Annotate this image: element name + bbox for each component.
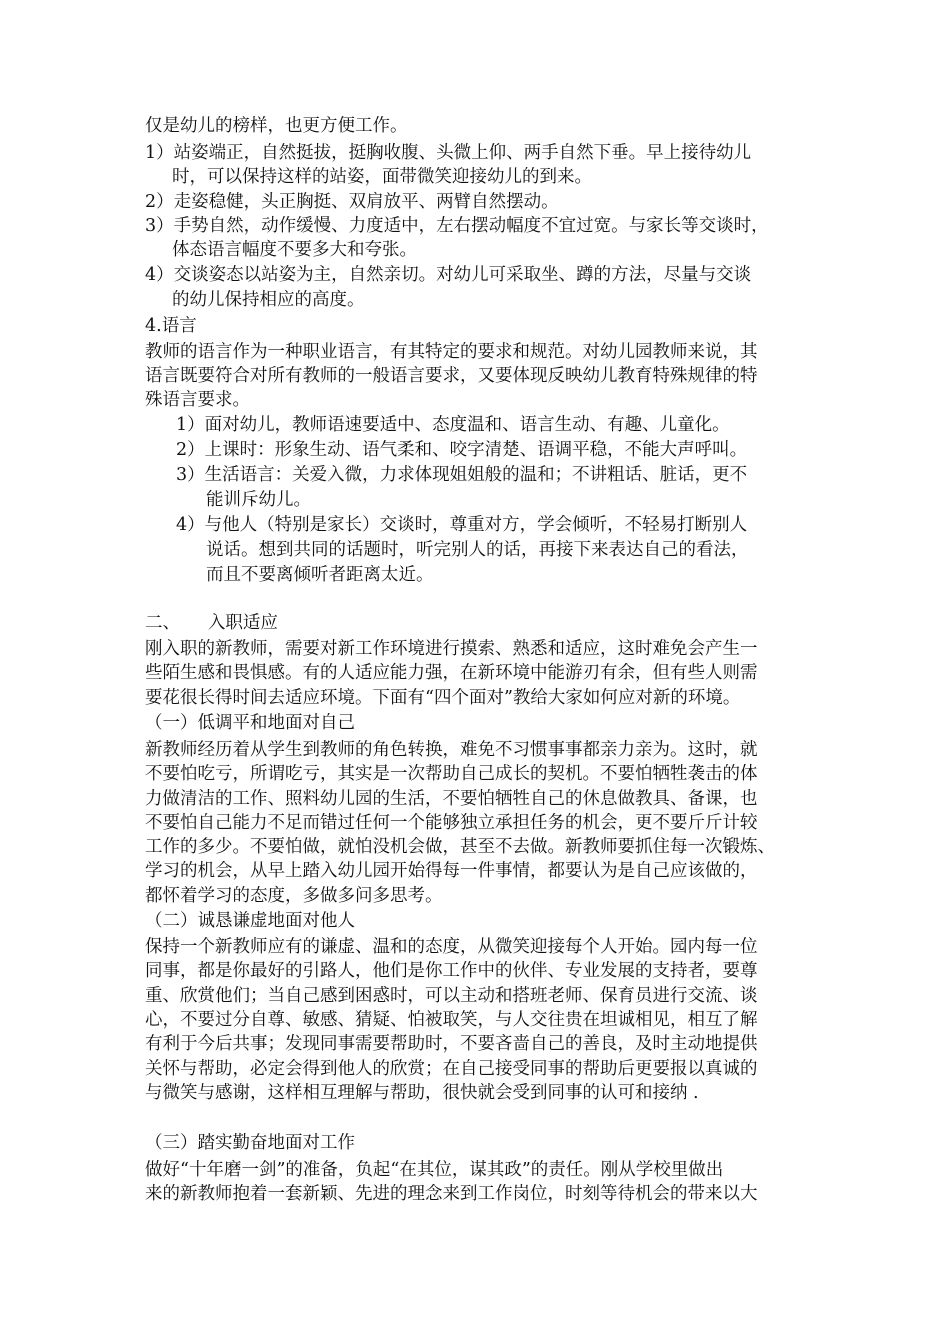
- subsection-heading: （三）踏实勤奋地面对工作: [145, 1133, 355, 1153]
- list-item-3: 3）手势自然，动作缓慢、力度适中，左右摆动幅度不宜过宽。与家长等交谈时，: [145, 216, 769, 236]
- section-heading: 4.语言: [145, 316, 197, 336]
- list-item-2: 2）走姿稳健，头正胸挺、双肩放平、两臂自然摆动。: [145, 192, 559, 212]
- paragraph-line: 刚入职的新教师，需要对新工作环境进行摸索、熟悉和适应，这时难免会产生一: [145, 639, 758, 659]
- paragraph-line: 新教师经历着从学生到教师的角色转换，难免不习惯事事都亲力亲为。这时，就: [145, 740, 758, 760]
- paragraph-line: 仅是幼儿的榜样，也更方便工作。: [145, 116, 408, 136]
- paragraph-line: 力做清洁的工作、照料幼儿园的生活，不要怕牺牲自己的休息做教具、备课，也: [145, 789, 758, 809]
- subsection-heading: （一）低调平和地面对自己: [145, 713, 355, 733]
- sublist-item-4-cont: 而且不要离倾听者距离太近。: [206, 565, 434, 585]
- paragraph-line: 教师的语言作为一种职业语言，有其特定的要求和规范。对幼儿园教师来说，其: [145, 342, 758, 362]
- list-item-3-cont: 体态语言幅度不要多大和夸张。: [172, 240, 417, 260]
- list-item-4-cont: 的幼儿保持相应的高度。: [172, 290, 365, 310]
- sublist-item-3-cont: 能训斥幼儿。: [206, 490, 311, 510]
- sublist-item-2: 2）上课时：形象生动、语气柔和、咬字清楚、语调平稳，不能大声呼叫。: [176, 440, 748, 460]
- paragraph-line: 学习的机会，从早上踏入幼儿园开始得每一件事情，都要认为是自己应该做的，: [145, 861, 758, 881]
- list-item-1: 1）站姿端正，自然挺拔，挺胸收腹、头微上仰、两手自然下垂。早上接待幼儿: [145, 143, 752, 163]
- paragraph-line: 保持一个新教师应有的谦虚、温和的态度，从微笑迎接每个人开始。园内每一位: [145, 937, 758, 957]
- sublist-item-4-cont: 说话。想到共同的话题时，听完别人的话，再接下来表达自己的看法，: [206, 540, 749, 560]
- chapter-heading: 二、 入职适应: [145, 613, 278, 633]
- paragraph-line: 关怀与帮助，必定会得到他人的欣赏；在自己接受同事的帮助后更要报以真诚的: [145, 1059, 758, 1079]
- paragraph-line: 重、欣赏他们；当自己感到困惑时，可以主动和搭班老师、保育员进行交流、谈: [145, 986, 758, 1006]
- paragraph-line: 都怀着学习的态度，多做多问多思考。: [145, 886, 443, 906]
- subsection-heading: （二）诚恳谦虚地面对他人: [145, 911, 355, 931]
- paragraph-line: 同事，都是你最好的引路人，他们是你工作中的伙伴、专业发展的支持者，要尊: [145, 961, 758, 981]
- paragraph-line: 工作的多少。不要怕做，就怕没机会做，甚至不去做。新教师要抓住每一次锻炼、: [145, 837, 775, 857]
- paragraph-line: 语言既要符合对所有教师的一般语言要求，又要体现反映幼儿教育特殊规律的特: [145, 366, 758, 386]
- sublist-item-3: 3）生活语言：关爱入微，力求体现姐姐般的温和；不讲粗话、脏话，更不: [176, 465, 748, 485]
- paragraph-line: 不要怕自己能力不足而错过任何一个能够独立承担任务的机会，更不要斤斤计较: [145, 813, 758, 833]
- paragraph-line: 要花很长得时间去适应环境。下面有“四个面对”教给大家如何应对新的环境。: [145, 688, 741, 708]
- paragraph-line: 与微笑与感谢，这样相互理解与帮助，很快就会受到同事的认可和接纳 .: [145, 1083, 699, 1103]
- list-item-1-cont: 时，可以保持这样的站姿，面带微笑迎接幼儿的到来。: [172, 167, 592, 187]
- sublist-item-4: 4）与他人（特别是家长）交谈时，尊重对方，学会倾听，不轻易打断别人: [176, 515, 748, 535]
- sublist-item-1: 1）面对幼儿，教师语速要适中、态度温和、语言生动、有趣、儿童化。: [176, 415, 730, 435]
- paragraph-line: 殊语言要求。: [145, 390, 250, 410]
- list-item-4: 4）交谈姿态以站姿为主，自然亲切。对幼儿可采取坐、蹲的方法，尽量与交谈: [145, 265, 752, 285]
- paragraph-line: 不要怕吃亏，所谓吃亏，其实是一次帮助自己成长的契机。不要怕牺牲袭击的体: [145, 764, 758, 784]
- paragraph-line: 些陌生感和畏惧感。有的人适应能力强，在新环境中能游刃有余，但有些人则需: [145, 663, 758, 683]
- paragraph-line: 做好“十年磨一剑”的准备，负起“在其位，谋其政”的责任。刚从学校里做出: [145, 1160, 724, 1180]
- paragraph-line: 有利于今后共事；发现同事需要帮助时，不要吝啬自己的善良，及时主动地提供: [145, 1034, 758, 1054]
- paragraph-line: 来的新教师抱着一套新颖、先进的理念来到工作岗位，时刻等待机会的带来以大: [145, 1184, 758, 1204]
- paragraph-line: 心，不要过分自尊、敏感、猜疑、怕被取笑，与人交往贵在坦诚相见，相互了解: [145, 1010, 758, 1030]
